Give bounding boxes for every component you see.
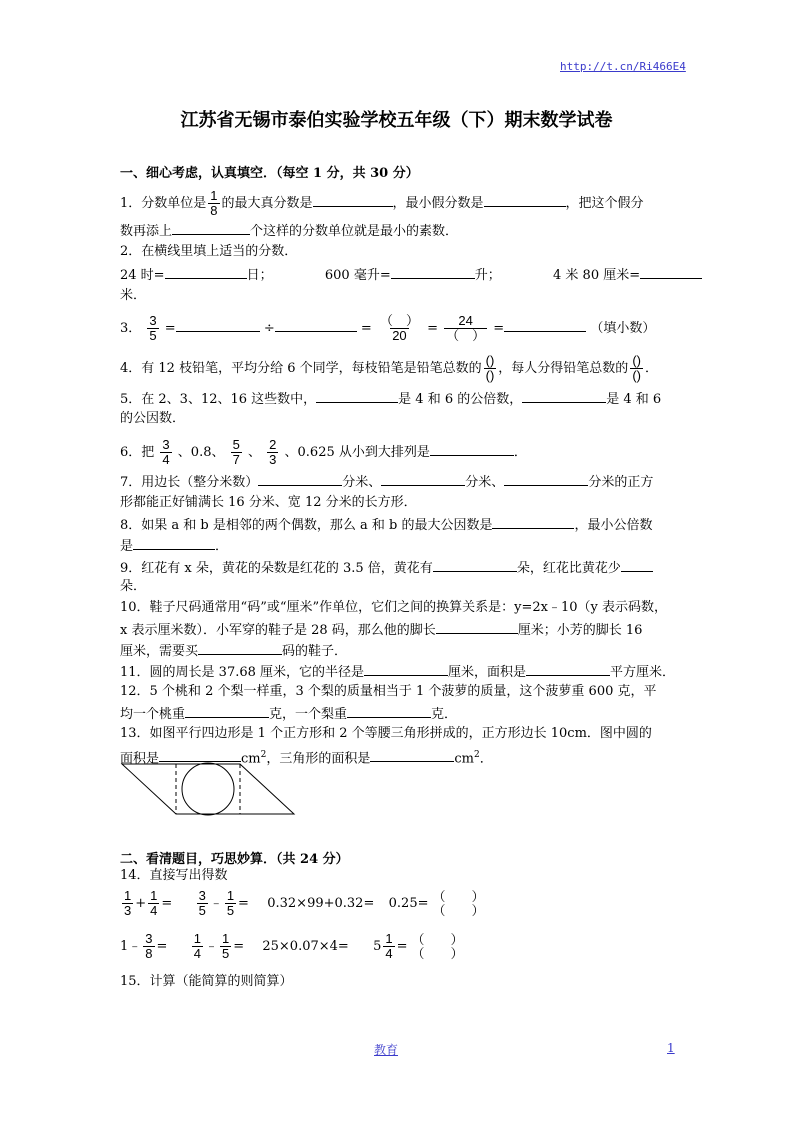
fraction: $\frac{1}{4}$ bbox=[193, 931, 201, 961]
question-5-cont: 的公因数． bbox=[120, 411, 186, 426]
question-9-cont: 朵． bbox=[120, 579, 147, 594]
answer-blank[interactable] bbox=[185, 704, 269, 718]
answer-blank[interactable] bbox=[172, 221, 250, 235]
question-11: 11．圆的周长是 37.68 厘米，它的半径是 厘米，面积是 平方厘米． bbox=[120, 662, 675, 682]
answer-blank[interactable] bbox=[484, 193, 566, 207]
inscribed-circle bbox=[182, 763, 234, 815]
question-15: 15．计算（能简算的则简算） bbox=[120, 974, 293, 989]
fraction: $\frac{1}{3}$ bbox=[124, 888, 132, 918]
fraction: $\frac{3}{5}$ bbox=[198, 888, 206, 918]
answer-blank[interactable] bbox=[504, 318, 586, 332]
fraction: $\frac{1}{5}$ bbox=[226, 888, 235, 918]
page-title: 江苏省无锡市泰伯实验学校五年级（下）期末数学试卷 bbox=[180, 110, 613, 131]
answer-blank[interactable] bbox=[433, 558, 517, 572]
answer-blank[interactable] bbox=[526, 662, 610, 676]
question-10-cont: x 表示厘米数）．小军穿的鞋子是 28 码，那么他的脚长 厘米；小芳的脚长 16 bbox=[120, 620, 642, 640]
answer-blank[interactable] bbox=[391, 265, 475, 279]
answer-blank[interactable] bbox=[313, 193, 393, 207]
question-6: 6．把 $\frac{3}{4}$ 、0.8、 $\frac{5}{7}$ 、 $\frac{2}{3}$ 、0.625 从小到大排列是 ． bbox=[120, 437, 527, 467]
answer-blank[interactable] bbox=[275, 318, 357, 332]
answer-blank[interactable] bbox=[370, 748, 454, 762]
question-12-cont: 均一个桃重 克，一个梨重 克． bbox=[120, 704, 457, 724]
question-13: 13．如图平行四边形是 1 个正方形和 2 个等腰三角形拼成的，正方形边长 10cm．图中圆的 bbox=[120, 726, 652, 741]
fraction-blank[interactable]: （ ） （ ） bbox=[432, 888, 485, 918]
fraction: $\frac{24}{( )}$ bbox=[446, 313, 486, 343]
question-2-blanks: 24 时= 日； 600 毫升= 升； 4 米 80 厘米= bbox=[120, 265, 675, 285]
question-1-cont: 数再添上 个这样的分数单位就是最小的素数． bbox=[120, 221, 458, 241]
fraction-blank[interactable]: $\frac{()}{()}$ bbox=[485, 353, 495, 383]
answer-blank[interactable] bbox=[165, 265, 247, 279]
section-2-heading: 二、看清题目，巧思妙算．（共 24 分） bbox=[120, 852, 349, 867]
answer-blank[interactable] bbox=[430, 442, 514, 456]
question-3: 3． $\frac{3}{5}$ = ÷ = $\frac{( )}{20}$ = $\frac{24}{( )}$ = （填小数） bbox=[120, 313, 656, 343]
answer-blank[interactable] bbox=[621, 558, 653, 572]
answer-blank[interactable] bbox=[640, 265, 702, 279]
page-number: 1 bbox=[667, 1041, 675, 1055]
question-14-row-2: 1﹣ $\frac{3}{8}$ = $\frac{1}{4}$ ﹣ $\frac{1}{5}$ = 25×0.07×4= 5 $\frac{1}{4}$ = （ ） （ ） bbox=[120, 931, 464, 961]
fraction: $\frac{3}{8}$ bbox=[145, 931, 153, 961]
answer-blank[interactable] bbox=[258, 472, 342, 486]
question-9: 9．红花有 x 朵，黄花的朵数是红花的 3.5 倍，黄花有 朵，红花比黄花少 bbox=[120, 558, 653, 578]
fraction: $\frac{1}{4}$ bbox=[150, 888, 158, 918]
fraction: $\frac{2}{3}$ bbox=[269, 437, 277, 467]
answer-blank[interactable] bbox=[522, 389, 606, 403]
answer-blank[interactable] bbox=[364, 662, 448, 676]
question-13-cont: 面积是 $cm^2$，三角形的面积是 $cm^2$． bbox=[120, 750, 493, 767]
fraction: $\frac{5}{7}$ bbox=[232, 437, 240, 467]
fraction: $\frac{1}{4}$ bbox=[385, 931, 393, 961]
answer-blank[interactable] bbox=[436, 620, 518, 634]
question-10-cont2: 厘米，需要买 码的鞋子． bbox=[120, 641, 347, 661]
answer-blank[interactable] bbox=[347, 704, 431, 718]
question-7: 7．用边长（整分米数） 分米、 分米、 分米的正方 bbox=[120, 472, 653, 492]
answer-blank[interactable] bbox=[316, 389, 398, 403]
question-7-cont: 形都能正好铺满长 16 分米、宽 12 分米的长方形． bbox=[120, 495, 417, 510]
question-8-cont: 是 ． bbox=[120, 536, 228, 556]
fraction: $\frac{3}{5}$ bbox=[149, 313, 157, 343]
fraction: $\frac{1}{8}$ bbox=[210, 188, 218, 218]
question-2: 2．在横线里填上适当的分数． bbox=[120, 244, 298, 259]
parallelogram-figure bbox=[118, 762, 298, 816]
answer-blank[interactable] bbox=[198, 641, 282, 655]
header-link[interactable]: http://t.cn/Ri466E4 bbox=[560, 60, 686, 73]
answer-blank[interactable] bbox=[504, 472, 588, 486]
question-8: 8．如果 a 和 b 是相邻的两个偶数，那么 a 和 b 的最大公因数是 ，最小公倍数 bbox=[120, 515, 653, 535]
fraction-blank[interactable]: （ ） （ ） bbox=[411, 931, 464, 961]
question-4: 4．有 12 枝铅笔，平均分给 6 个同学，每枝铅笔是铅笔总数的 $\frac{()}{()}$ ，每人分得铅笔总数的 $\frac{()}{()}$ ． bbox=[120, 353, 658, 383]
question-14-row-1: $\frac{1}{3}$ + $\frac{1}{4}$ = $\frac{3}{5}$ ﹣ $\frac{1}{5}$ = 0.32×99+0.32= 0.25= （ ） （ ） bbox=[124, 888, 485, 918]
fraction: $\frac{3}{4}$ bbox=[162, 437, 170, 467]
answer-blank[interactable] bbox=[492, 515, 574, 529]
question-14: 14．直接写出得数 bbox=[120, 868, 228, 883]
question-1: 1．分数单位是 $\frac{1}{8}$ 的最大真分数是 ，最小假分数是 ，把这个假分 bbox=[120, 188, 644, 218]
section-1-heading: 一、细心考虑，认真填空．（每空 1 分，共 30 分） bbox=[120, 166, 419, 181]
question-5: 5．在 2、3、12、16 这些数中， 是 4 和 6 的公倍数， 是 4 和 6 bbox=[120, 389, 661, 409]
question-2-cont: 米． bbox=[120, 288, 147, 303]
footer-link[interactable]: 教育 bbox=[374, 1043, 399, 1057]
answer-blank[interactable] bbox=[381, 472, 465, 486]
question-10: 10．鞋子尺码通常用“码”或“厘米”作单位，它们之间的换算关系是：y=2x﹣10（y 表示码数， bbox=[120, 600, 667, 615]
question-12: 12．5 个桃和 2 个梨一样重，3 个梨的质量相当于 1 个菠萝的质量，这个菠萝重 600 克，平 bbox=[120, 684, 657, 699]
fraction-blank[interactable]: $\frac{()}{()}$ bbox=[632, 353, 641, 383]
fraction: $\frac{1}{5}$ bbox=[221, 931, 230, 961]
answer-blank[interactable] bbox=[176, 318, 260, 332]
fraction: $\frac{( )}{20}$ bbox=[379, 313, 419, 343]
answer-blank[interactable] bbox=[133, 536, 215, 550]
answer-blank[interactable] bbox=[159, 748, 241, 762]
parallelogram-shape bbox=[122, 764, 294, 814]
